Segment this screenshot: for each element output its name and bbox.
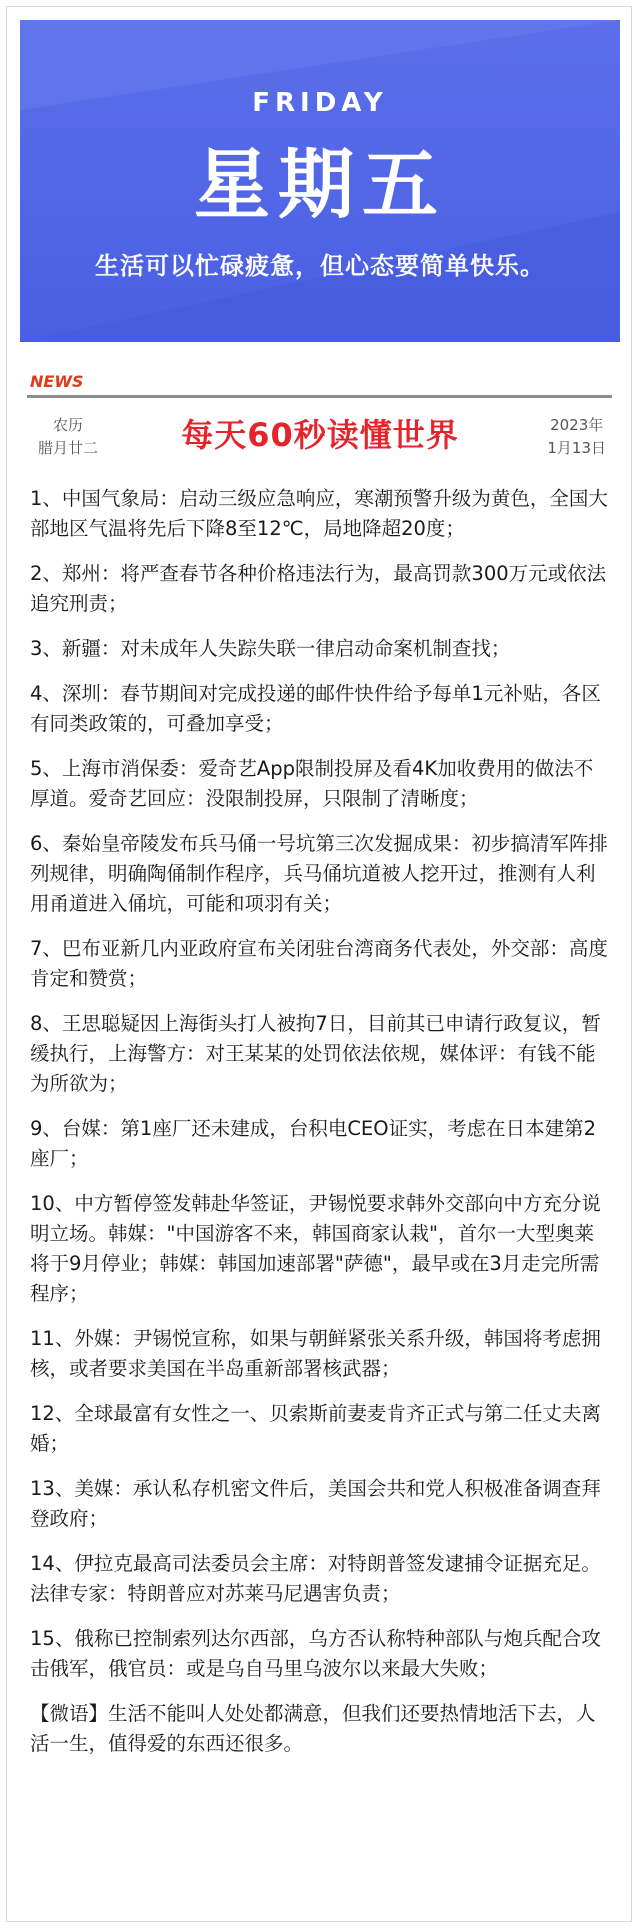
weekday-english: FRIDAY	[252, 88, 388, 118]
news-item: 2、郑州：将严查春节各种价格违法行为，最高罚款300万元或依法追究刑责；	[30, 562, 607, 615]
news-item: 7、巴布亚新几内亚政府宣布关闭驻台湾商务代表处，外交部：高度肯定和赞赏；	[30, 937, 608, 990]
news-item: 1、中国气象局：启动三级应急响应，寒潮预警升级为黄色，全国大部地区气温将先后下降8至12℃，局地降超20度；	[30, 487, 608, 540]
gregorian-date	[547, 414, 606, 460]
news-item: 13、美媒：承认私存机密文件后，美国会共和党人积极准备调查拜登政府；	[30, 1477, 601, 1530]
page-title: 每天60秒读懂世界	[181, 416, 459, 454]
news-item: 14、伊拉克最高司法委员会主席：对特朗普签发逮捕令证据充足。法律专家：特朗普应对苏莱马尼遇害负责；	[30, 1552, 601, 1605]
date-day: 1月13日	[547, 439, 606, 457]
daily-quote: 【微语】生活不能叫人处处都满意，但我们还要热情地活下去，人活一生，值得爱的东西还很多。	[30, 1702, 596, 1755]
news-section-tag: NEWS	[30, 372, 84, 391]
news-list	[30, 484, 612, 1774]
lunar-day: 腊月廿二	[38, 439, 99, 457]
weekday-banner	[20, 20, 620, 342]
date-year: 2023年	[550, 416, 604, 434]
lunar-label: 农历	[53, 416, 84, 434]
news-item: 3、新疆：对未成年人失踪失联一律启动命案机制查找；	[30, 637, 511, 660]
news-item: 9、台媒：第1座厂还未建成，台积电CEO证实，考虑在日本建第2座厂；	[30, 1117, 597, 1170]
news-item: 6、秦始皇帝陵发布兵马俑一号坑第三次发掘成果：初步搞清军阵排列规律，明确陶俑制作程序，兵马俑坑道被人挖开过，推测有人利用甬道进入俑坑，可能和项羽有关；	[30, 832, 608, 915]
news-item: 5、上海市消保委：爱奇艺App限制投屏及看4K加收费用的做法不厚道。爱奇艺回应：没限制投屏，只限制了清晰度；	[30, 757, 594, 810]
news-item: 4、深圳：春节期间对完成投递的邮件快件给予每单1元补贴，各区有同类政策的，可叠加享受；	[30, 682, 601, 735]
weekday-chinese: 星期五	[194, 140, 446, 229]
news-item: 11、外媒：尹锡悦宣称，如果与朝鲜紧张关系升级，韩国将考虑拥核，或者要求美国在半岛重新部署核武器；	[30, 1327, 601, 1380]
divider	[27, 395, 612, 398]
news-item: 8、王思聪疑因上海街头打人被拘7日，目前其已申请行政复议，暂缓执行，上海警方：对王某某的处罚依法依规，媒体评：有钱不能为所欲为；	[30, 1012, 601, 1095]
news-item: 10、中方暂停签发韩赴华签证，尹锡悦要求韩外交部向中方充分说明立场。韩媒："中国游客不来，韩国商家认栽"，首尔一大型奥莱将于9月停业；韩媒：韩国加速部署"萨德"，最早或在3月走完所需程序；	[30, 1192, 601, 1305]
news-item: 15、俄称已控制索列达尔西部，乌方否认称特种部队与炮兵配合攻击俄军，俄官员：或是乌自马里乌波尔以来最大失败；	[30, 1627, 601, 1680]
banner-motto: 生活可以忙碌疲惫，但心态要简单快乐。	[95, 252, 545, 280]
news-item: 12、全球最富有女性之一、贝索斯前妻麦肯齐正式与第二任丈夫离婚；	[30, 1402, 601, 1455]
